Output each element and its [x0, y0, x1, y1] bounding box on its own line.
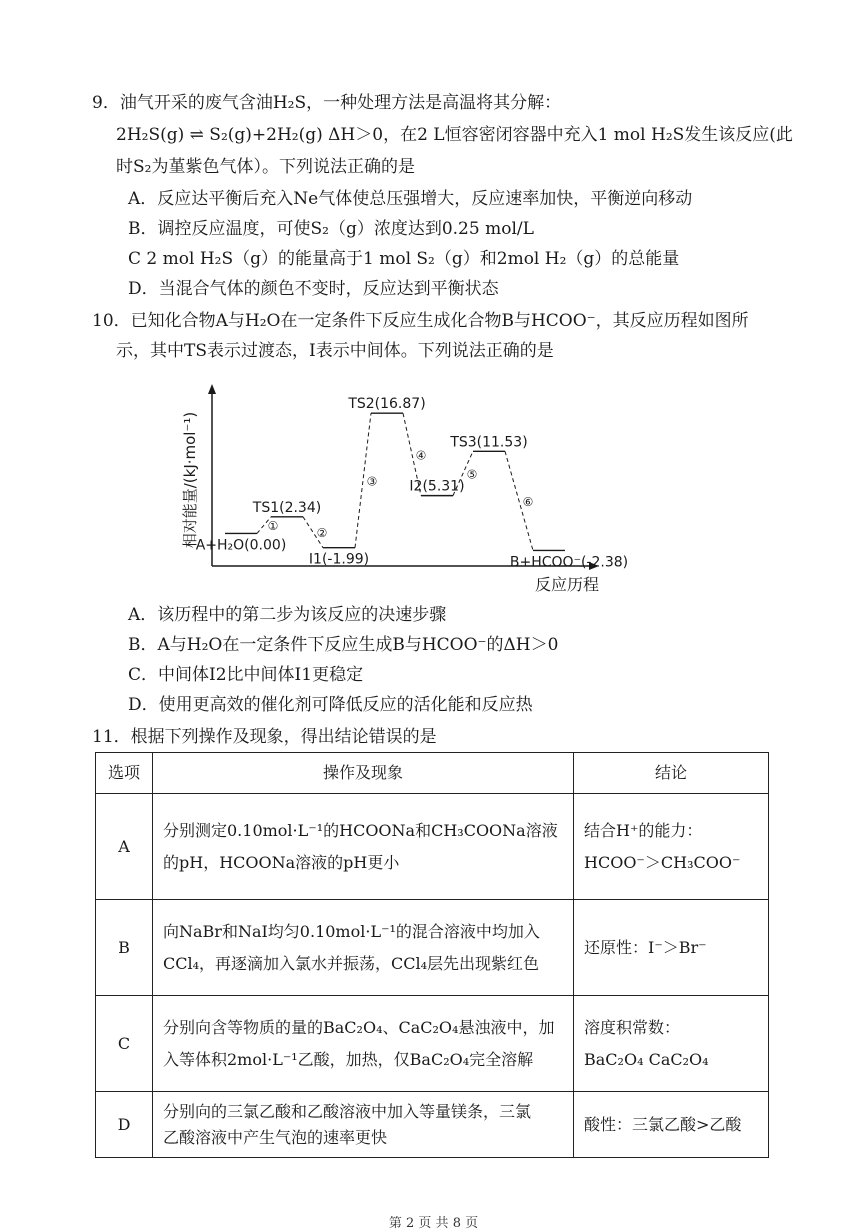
- row-conclusion-line: 酸性：三氯乙酸>乙酸: [584, 1114, 742, 1134]
- row-conclusion: [574, 900, 769, 996]
- step-label: ④: [415, 448, 427, 463]
- step-label: ③: [366, 474, 378, 489]
- row-operation: [153, 996, 574, 1092]
- row-option: A: [96, 794, 153, 900]
- q11-stem: 11．根据下列操作及现象，得出结论错误的是: [92, 727, 437, 747]
- energy-level-label: I2(5.31): [409, 478, 465, 495]
- q9-stem-line-1: 9．油气开采的废气含油H₂S，一种处理方法是高温将其分解：: [92, 93, 562, 113]
- row-conclusion-line: 溶度积常数：: [584, 1017, 681, 1037]
- row-operation-line: 分别向含等物质的量的BaC₂O₄、CaC₂O₄悬浊液中，加: [163, 1017, 555, 1037]
- row-conclusion-line: HCOO⁻＞CH₃COO⁻: [584, 852, 741, 872]
- q9-option-b: B．调控反应温度，可使S₂（g）浓度达到0.25 mol/L: [128, 219, 534, 239]
- q9-option-d: D．当混合气体的颜色不变时，反应达到平衡状态: [128, 279, 499, 299]
- q9-stem-line-3: 时S₂为堇紫色气体）。下列说法正确的是: [116, 157, 415, 177]
- table-row: [96, 794, 769, 900]
- header-conclusion: 结论: [574, 753, 769, 794]
- q9-stem-line-2: 2H₂S(g) ⇌ S₂(g)+2H₂(g) ΔH＞0，在2 L恒容密闭容器中充入1 mol H₂S发生该反应(此: [116, 125, 793, 145]
- row-operation-line: 向NaBr和NaI均匀0.10mol·L⁻¹的混合溶液中均加入: [163, 921, 540, 941]
- row-conclusion-line: 结合H⁺的能力：: [584, 820, 703, 840]
- energy-level-label: A+H₂O(0.00): [195, 537, 287, 554]
- x-axis-label: 反应历程: [534, 575, 600, 594]
- q11-table: [95, 752, 769, 1158]
- table-row: [96, 900, 769, 996]
- q10-option-d: D．使用更高效的催化剂可降低反应的活化能和反应热: [128, 695, 533, 715]
- table-header-row: [96, 753, 769, 794]
- step-label: ①: [267, 519, 279, 534]
- header-operation: 操作及现象: [153, 753, 574, 794]
- row-operation: [153, 900, 574, 996]
- q10-stem-line-1: 10．已知化合物A与H₂O在一定条件下反应生成化合物B与HCOO⁻，其反应历程如图所: [92, 311, 749, 331]
- q10-stem-line-2: 示，其中TS表示过渡态，I表示中间体。下列说法正确的是: [116, 341, 554, 361]
- q9-option-c: C 2 mol H₂S（g）的能量高于1 mol S₂（g）和2mol H₂（g）的总能量: [128, 249, 680, 269]
- q10-option-a: A．该历程中的第二步为该反应的决速步骤: [128, 605, 447, 625]
- row-conclusion: [574, 996, 769, 1092]
- energy-levels: [196, 396, 628, 570]
- energy-profile-chart: [175, 380, 629, 600]
- energy-level-label: TS2(16.87): [348, 396, 426, 413]
- energy-level-label: I1(-1.99): [308, 551, 370, 568]
- row-operation-line: 分别向的三氯乙酸和乙酸溶液中加入等量镁条，三氯: [163, 1101, 532, 1121]
- row-option: B: [96, 900, 153, 996]
- energy-level-label: TS1(2.34): [252, 499, 322, 516]
- row-operation-line: 的pH，HCOONa溶液的pH更小: [163, 852, 400, 872]
- energy-level-label: B+HCOO⁻(-2.38): [509, 554, 629, 571]
- row-conclusion: [574, 794, 769, 900]
- row-option: D: [96, 1092, 153, 1158]
- row-option: C: [96, 996, 153, 1092]
- y-axis-label: 相对能量/(kJ·mol⁻¹): [181, 411, 199, 549]
- row-operation: [153, 1092, 574, 1158]
- q10-option-c: C．中间体I2比中间体I1更稳定: [128, 665, 364, 685]
- q10-option-b: B．A与H₂O在一定条件下反应生成B与HCOO⁻的ΔH＞0: [128, 635, 559, 655]
- row-conclusion-line: 还原性：I⁻＞Br⁻: [584, 937, 707, 957]
- table-row: [96, 996, 769, 1092]
- y-axis-arrow: [208, 384, 216, 394]
- row-operation-line: 分别测定0.10mol·L⁻¹的HCOONa和CH₃COONa溶液: [163, 820, 558, 840]
- row-conclusion: [574, 1092, 769, 1158]
- step-label: ⑥: [522, 494, 534, 509]
- q9-option-a: A．反应达平衡后充入Ne气体使总压强增大，反应速率加快，平衡逆向移动: [128, 189, 693, 209]
- row-operation-line: 乙酸溶液中产生气泡的速率更快: [163, 1127, 388, 1147]
- row-conclusion-line: BaC₂O₄ CaC₂O₄: [584, 1049, 709, 1069]
- energy-level-label: TS3(11.53): [450, 434, 528, 451]
- header-option: 选项: [96, 753, 153, 794]
- row-operation-line: CCl₄，再逐滴加入氯水并振荡，CCl₄层先出现紫红色: [163, 953, 540, 973]
- row-operation: [153, 794, 574, 900]
- page-footer: 第 2 页 共 8 页: [388, 1216, 479, 1231]
- step-label: ⑤: [466, 467, 478, 482]
- table-row: [96, 1092, 769, 1158]
- row-operation-line: 入等体积2mol·L⁻¹乙酸，加热，仅BaC₂O₄完全溶解: [163, 1049, 534, 1069]
- step-label: ②: [316, 526, 328, 541]
